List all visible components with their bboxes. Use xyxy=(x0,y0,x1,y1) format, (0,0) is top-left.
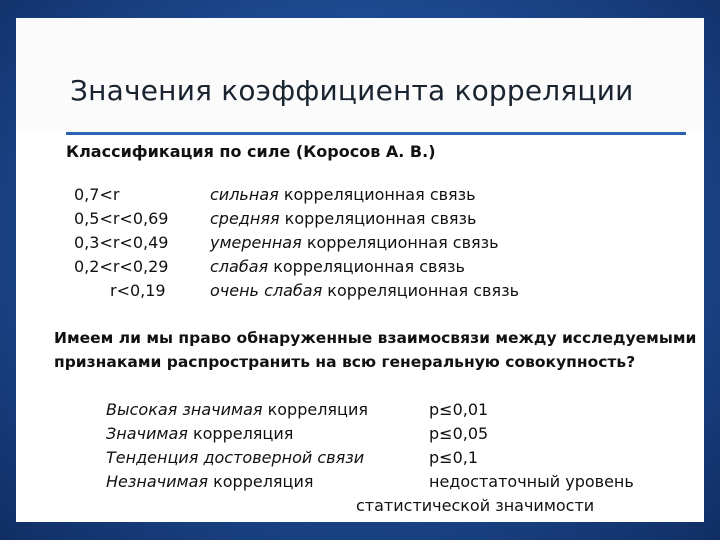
strength-row xyxy=(210,231,519,255)
range-label: 0,2<r<0,29 xyxy=(74,257,169,276)
significance-row xyxy=(106,446,368,470)
strength-term: умеренная xyxy=(210,233,302,252)
strength-row xyxy=(210,255,519,279)
significance-rest: корреляция xyxy=(208,472,314,491)
strength-term: средняя xyxy=(210,209,280,228)
strength-row xyxy=(210,279,519,303)
strength-rest: корреляционная связь xyxy=(278,185,476,204)
significance-question: Имеем ли мы право обнаруженные взаимосвязи между исследуемыми признаками распространить на всю генеральную совокупность? xyxy=(54,329,697,371)
strength-column xyxy=(210,183,519,303)
significance-row xyxy=(106,422,368,446)
strength-rest: корреляционная связь xyxy=(322,281,520,300)
range-column xyxy=(74,183,194,303)
p-value: p≤0,01 xyxy=(429,400,489,419)
significance-term: Значимая xyxy=(106,424,188,443)
significance-term: Незначимая xyxy=(106,472,208,491)
classification-subtitle: Классификация по силе (Коросов А. В.) xyxy=(66,142,436,161)
range-label: 0,3<r<0,49 xyxy=(74,233,169,252)
significance-row xyxy=(106,470,368,494)
range-label: 0,7<r xyxy=(74,185,120,204)
strength-row xyxy=(210,207,519,231)
strength-rest: корреляционная связь xyxy=(279,209,477,228)
significance-rest: корреляция xyxy=(187,424,294,443)
significance-term: Тенденция достоверной связи xyxy=(106,448,365,467)
slide-title: Значения коэффициента корреляции xyxy=(70,74,634,107)
p-value: p≤0,1 xyxy=(429,448,479,467)
strength-row xyxy=(210,183,519,207)
significance-term: Высокая значимая xyxy=(106,400,263,419)
significance-labels xyxy=(106,398,368,494)
strength-term: сильная xyxy=(210,185,279,204)
title-divider xyxy=(66,132,686,135)
significance-row xyxy=(106,398,368,422)
slide-canvas xyxy=(16,18,704,522)
p-value: недостаточный уровень xyxy=(429,472,634,491)
strength-rest: корреляционная связь xyxy=(301,233,499,252)
range-label: r<0,19 xyxy=(110,281,166,300)
significance-rest: корреляция xyxy=(262,400,368,419)
p-value: p≤0,05 xyxy=(429,424,489,443)
strength-term: очень слабая xyxy=(210,281,323,300)
significance-note: статистической значимости xyxy=(356,496,595,515)
significance-values xyxy=(429,398,634,494)
range-label: 0,5<r<0,69 xyxy=(74,209,169,228)
strength-rest: корреляционная связь xyxy=(268,257,465,276)
strength-term: слабая xyxy=(210,257,269,276)
